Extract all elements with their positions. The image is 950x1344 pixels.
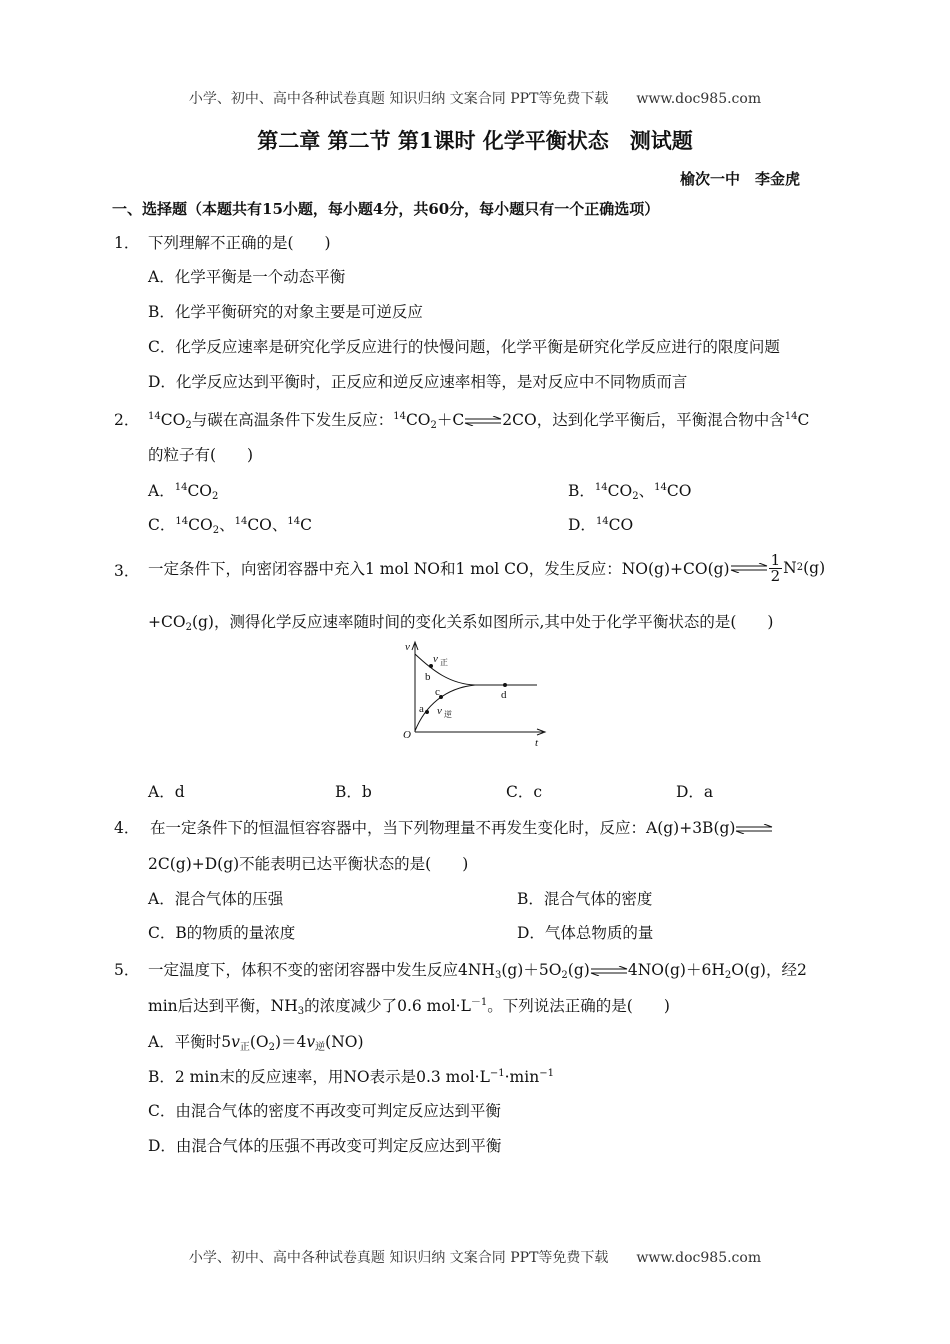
label-v-reverse-sub: 逆 <box>444 710 452 719</box>
origin-label: O <box>403 729 411 741</box>
equilibrium-arrow <box>464 416 502 426</box>
q1-option-b: B．化学平衡研究的对象主要是可逆反应 <box>148 303 423 321</box>
q3-option-d: D．a <box>676 783 714 801</box>
author: 榆次一中 李金虎 <box>679 170 800 188</box>
q1-option-c: C．化学反应速率是研究化学反应进行的快慢问题，化学平衡是研究化学反应进行的限度问题 <box>148 338 780 356</box>
point-a <box>425 710 429 714</box>
rate-time-chart <box>395 636 555 752</box>
label-v-forward: v <box>433 653 438 665</box>
equilibrium-arrow <box>730 563 768 573</box>
q3-option-b: B．b <box>335 783 372 801</box>
q3-option-a: A．d <box>148 783 185 801</box>
page-title: 第二章 第二节 第1课时 化学平衡状态 测试题 <box>257 128 693 153</box>
q4-stem-cont: 2C(g)+D(g)不能表明已达平衡状态的是( ) <box>148 855 469 873</box>
q2-option-a: A．$^{14}CO_2$ <box>148 482 219 502</box>
q4-number: 4． <box>114 819 140 837</box>
q5-stem-cont: min后达到平衡，$NH_3$的浓度减少了0.6 $mol\cdot L^{-1}$。下列说法正确的是( ) <box>148 997 670 1017</box>
page-header: 小学、初中、高中各种试卷真题 知识归纳 文案合同 PPT等免费下载 www.doc985.com <box>188 91 762 107</box>
q2-number: 2． <box>114 411 140 429</box>
y-axis-label: v <box>405 641 410 653</box>
point-d <box>503 683 507 687</box>
q1-option-a: A．化学平衡是一个动态平衡 <box>148 268 346 286</box>
q3-stem: 一定条件下，向密闭容器中充入1 mol NO和1 mol CO，发生反应：NO(g)+CO(g) $\frac{1}{2}$ N 2 (g) <box>148 550 826 585</box>
label-a: a <box>419 703 424 715</box>
equilibrium-arrow <box>590 966 628 976</box>
q3-option-c: C．c <box>506 783 543 801</box>
q4-option-b: B．混合气体的密度 <box>517 890 653 908</box>
label-c: c <box>435 686 440 698</box>
q2-stem-cont: 的粒子有( ) <box>148 446 254 464</box>
x-axis-label: t <box>535 737 539 749</box>
label-d: d <box>501 689 507 701</box>
label-b: b <box>425 671 431 683</box>
equilibrium-arrow <box>735 824 773 834</box>
q1-number: 1． <box>114 234 140 252</box>
q4-option-d: D．气体总物质的量 <box>517 924 654 942</box>
q5-stem: 一定温度下，体积不变的密闭容器中发生反应$4NH_3(g)+5O_2(g)$ $4NO(g)+6H_2O(g)$，经2 <box>148 961 807 981</box>
label-v-forward-sub: 正 <box>440 658 448 667</box>
q4-stem: 在一定条件下的恒温恒容容器中，当下列物理量不再发生变化时，反应：A(g)+3B(g) <box>150 816 773 838</box>
q2-stem: $^{14}CO_2$与碳在高温条件下发生反应：$^{14}CO_2+C$ 2CO，达到化学平衡后，平衡混合物中含$^{14}$C <box>148 411 810 431</box>
q1-option-d: D．化学反应达到平衡时，正反应和逆反应速率相等，是对反应中不同物质而言 <box>148 373 688 391</box>
q3-stem-cont: $+CO_2(g)$，测得化学反应速率随时间的变化关系如图所示,其中处于化学平衡状态的是( ) <box>148 613 774 633</box>
q4-option-c: C．B的物质的量浓度 <box>148 924 296 942</box>
q5-option-d: D．由混合气体的压强不再改变可判定反应达到平衡 <box>148 1137 502 1155</box>
q5-option-b: B．2 min末的反应速率，用NO表示是0.3 $mol\cdot L^{-1}\cdot\min^{-1}$ <box>148 1068 554 1086</box>
section-heading: 一、选择题（本题共有15小题，每小题4分，共60分，每小题只有一个正确选项） <box>112 200 660 218</box>
q5-number: 5． <box>114 961 140 979</box>
q2-option-d: D．$^{14}$CO <box>568 516 634 534</box>
q2-option-b: B．$^{14}CO_2$、$^{14}$CO <box>568 482 692 502</box>
page-footer: 小学、初中、高中各种试卷真题 知识归纳 文案合同 PPT等免费下载 www.doc985.com <box>188 1250 762 1266</box>
q1-stem: 下列理解不正确的是( ) <box>148 234 331 252</box>
series-v-reverse <box>415 685 475 731</box>
fraction-half: $\frac{1}{2}$ <box>770 550 781 585</box>
q5-option-a: A．平衡时$5v_正(O_2)=4v_逆(NO)$ <box>148 1033 364 1053</box>
q5-option-c: C．由混合气体的密度不再改变可判定反应达到平衡 <box>148 1102 501 1120</box>
label-v-reverse: v <box>437 705 442 717</box>
q4-option-a: A．混合气体的压强 <box>148 890 284 908</box>
q3-number: 3． <box>114 562 140 580</box>
q2-option-c: C．$^{14}CO_2$、$^{14}$CO、$^{14}$C <box>148 516 312 536</box>
